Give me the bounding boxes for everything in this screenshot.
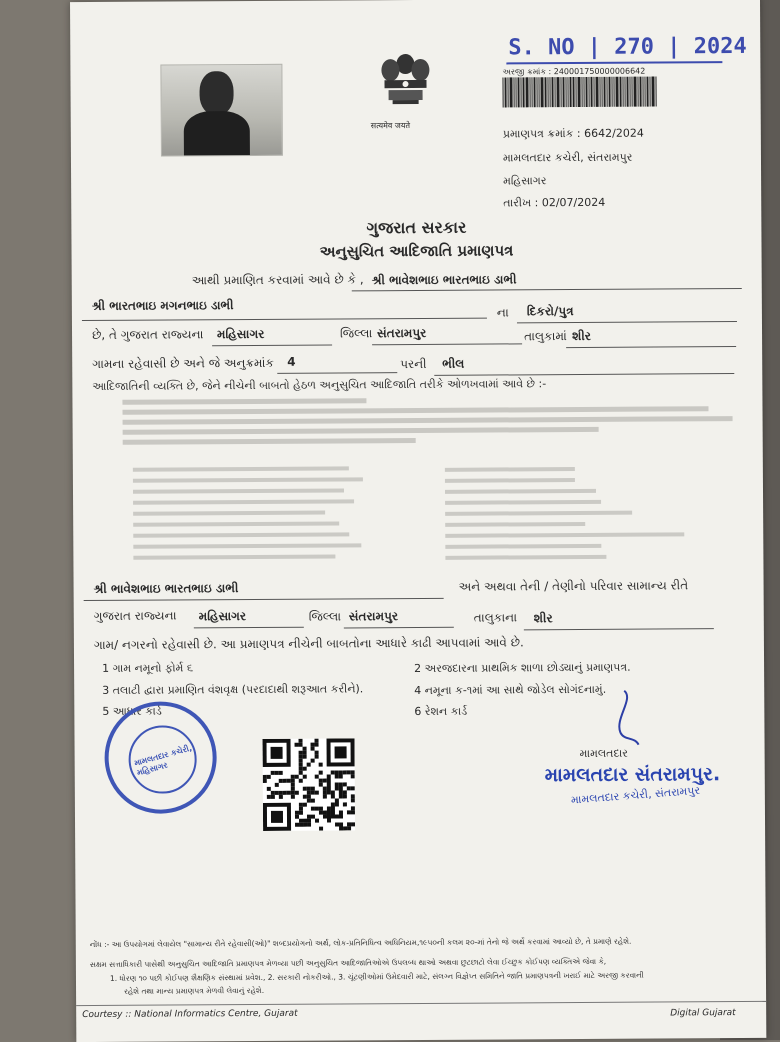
applicant-name: શ્રી ભાવેશભાઇ ભારતભાઇ ડાભી: [371, 272, 517, 288]
note-line-1: નોંધ :- આ ઉપયોગમાં લેવાયેલ "સામાન્ય રીતે રહેવાસી(ઓ)" શબ્દપ્રયોગનો અર્થ, લોક-પ્રતિનિધિત્વ અધિનિયમ,૧૯૫૦ની કલમ ૨૦-માં તેનો જે અર્થે કરવામાં આવ્યો છે, તે પ્રમાણે રહેશે.: [89, 936, 632, 950]
taluka-label-2: તાલુકાના: [473, 610, 518, 625]
relation: દિકરો/પુત્ર: [526, 304, 574, 319]
basis-text: ગામ/ નગરનો રહેવાસી છે. આ પ્રમાણપત્ર નીચેની બાબતોના આધારે કાઢી આપવામાં આવે છે.: [93, 635, 524, 652]
family-text: અને અથવા તેની / તેણીનો પરિવાર સામાન્ય રીતે: [458, 578, 689, 594]
legal-references-block: [122, 392, 732, 458]
tribe-description: આદિજાતિની વ્યક્તિ છે, જેને નીચેની બાબતો હેઠળ અનુસુચિત આદિજાતિ તરીકે ઓળખવામાં આવે છે :-: [92, 377, 547, 393]
barcode: [502, 76, 702, 107]
emblem-motto: सत्यमेव जयते: [370, 121, 411, 131]
doc-item-1: 1 ગામ નમૂનો ફોર્મ ૬: [102, 661, 194, 675]
relation-suffix: ના: [496, 305, 509, 320]
certificate-title: અનુસુચિત આદિજાતિ પ્રમાણપત્ર: [319, 241, 514, 261]
village-value-2: શીર: [533, 611, 553, 626]
office-name: મામલતદાર કચેરી, સંતરામપુર: [502, 150, 633, 165]
district-label-2: જિલ્લા: [308, 609, 342, 624]
note-line-4: રહેશે તથા માન્ય પ્રમાણપત્ર મેળવી લેવાનું રહેશે.: [124, 985, 265, 996]
certificate-page: [70, 0, 766, 1042]
father-name: શ્રી ભારતભાઇ મગનભાઇ ડાભી: [91, 298, 234, 313]
district-name: મહિસાગર: [503, 174, 547, 188]
signature-subtitle: મામલતદાર કચેરી, સંતરામપુર: [570, 783, 701, 807]
district-value: મહિસાગર: [216, 326, 265, 342]
qr-code: [263, 738, 356, 831]
doc-item-3: 3 તલાટી દ્વારા પ્રમાણિત વંશવૃક્ષ (પરદાદાથી શરૂઆત કરીને).: [102, 682, 364, 697]
serial-number: 4: [287, 354, 296, 369]
state-text: છે, તે ગુજરાત રાજ્યના: [91, 327, 204, 342]
certificate-number: પ્રમાણપત્ર ક્રમાંક : 6642/2024: [502, 126, 644, 141]
note-line-2: સક્ષમ સત્તાધિકારી પાસેથી અનુસુચિત આદિજાતિ પ્રમાણપત્ર મેળવ્યા પછી અનુસુચિત આદિજાતિઓએ ઉપલબ્ધ થાઓ અથવા છુટછાટો લેવા ઈચ્છુક કોઈપણ વ્યક્તિએ જેવા કે,: [89, 956, 607, 970]
taluka-label: તાલુકામાં: [524, 329, 567, 344]
doc-item-5: 5 આધાર કાર્ડ: [102, 704, 162, 718]
serial-underline: [506, 61, 722, 64]
doc-item-6: 6 રેશન કાર્ડ: [414, 704, 468, 719]
state-text-2: ગુજરાત રાજ્યના: [93, 608, 177, 623]
applicant-name-repeat: શ્રી ભાવેશભાઇ ભારતભાઇ ડાભી: [93, 581, 239, 596]
handwritten-serial: S. NO | 270 | 2024: [508, 33, 747, 61]
stamp-text: મામલતદાર કચેરી, મહિસાગર: [133, 743, 193, 778]
doc-item-4: 4 નમૂના ક-૧માં આ સાથે જોડેલ સોગંદનામું.: [414, 682, 607, 698]
district-value-2: મહિસાગર: [198, 609, 247, 624]
application-number: અરજી ક્રમાંક : 240001750000006642: [502, 66, 646, 77]
government-title: ગુજરાત સરકાર: [366, 217, 467, 238]
tribe-name: ભીલ: [442, 356, 465, 371]
certify-text: આથી પ્રમાણિત કરવામાં આવે છે કે ,: [191, 272, 364, 288]
doc-item-2: 2 અરજદારના પ્રાથમિક શાળા છોડ્યાનું પ્રમાણપત્ર.: [414, 660, 631, 676]
tribe-label: પરની: [400, 356, 427, 372]
footer-courtesy: Courtesy :: National Informatics Centre, Gujarat: [82, 1008, 298, 1021]
signature-title: મામલતદાર: [579, 746, 629, 761]
taluka-value: સંતરામપુર: [376, 325, 427, 341]
issue-date: તારીખ : 02/07/2024: [503, 195, 606, 210]
footer-brand: Digital Gujarat: [670, 1008, 736, 1019]
taluka-value-2: સંતરામપુર: [348, 609, 399, 624]
signature-scribble: [594, 689, 654, 749]
residence-text: ગામના રહેવાસી છે અને જે અનુક્રમાંક: [92, 355, 274, 371]
orders-column-left: [133, 460, 374, 571]
note-line-3: 1. ધોરણ ૧૦ પછી કોઈપણ શૈક્ષણિક સંસ્થામાં પ્રવેશ., 2. સરકારી નોકરીઓ., 3. ચૂંટણીઓમાં ઉમેદવારી માટે, સંલગ્ન વિજ્ઞેપ્ત સમિતિને જાતિ પ્રમાણપત્રની ખરાઈ માટે અરજી કરવાની: [109, 970, 644, 983]
applicant-photo: [160, 64, 283, 157]
orders-column-right: [445, 460, 706, 567]
village-value: શીર: [572, 328, 591, 344]
office-round-stamp: [104, 701, 217, 814]
district-label: જિલ્લા: [339, 326, 373, 341]
signature-stamp: મામલતદાર સંતરામપુર.: [544, 763, 721, 787]
